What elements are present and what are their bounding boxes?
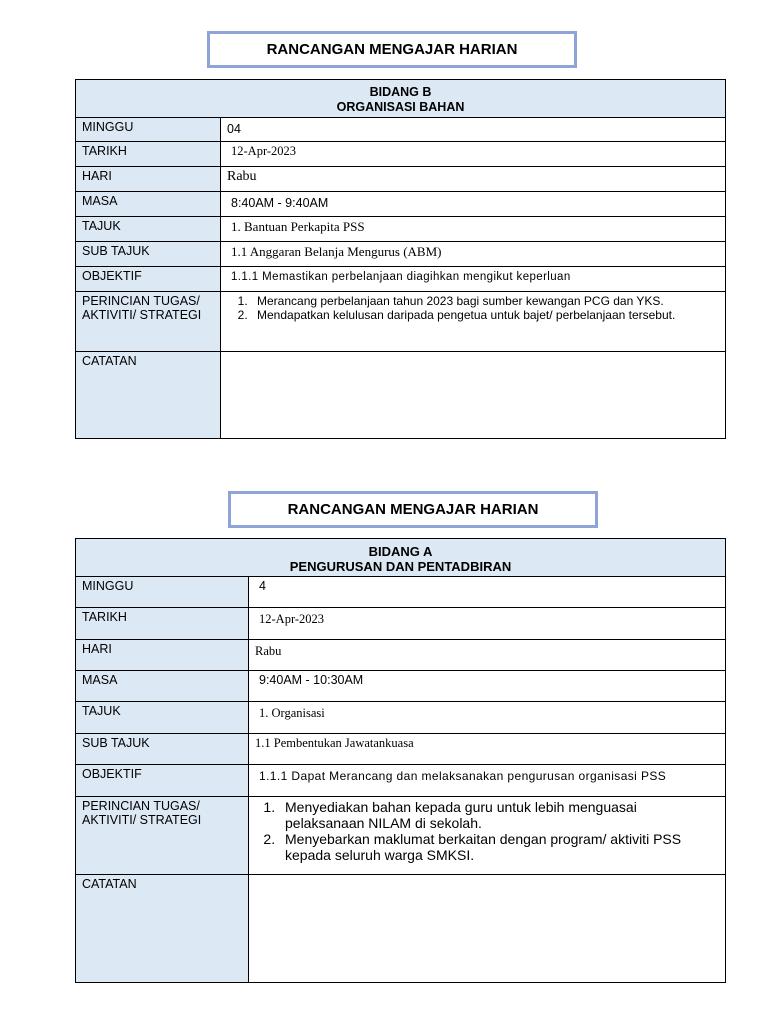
plan2-hari-value: Rabu <box>249 640 726 671</box>
plan1-perincian-label-line2: AKTIVITI/ STRATEGI <box>82 308 202 322</box>
plan1-objektif-value: 1.1.1 Memastikan perbelanjaan diagihkan mengikut keperluan <box>221 267 726 292</box>
plan2-tajuk-value: 1. Organisasi <box>249 702 726 734</box>
plan2-bidang: BIDANG A <box>368 543 433 559</box>
plan1-masa-label: MASA <box>76 192 221 217</box>
plan1-tajuk-value: 1. Bantuan Perkapita PSS <box>221 217 726 242</box>
plan1-task-item: 2. Mendapatkan kelulusan daripada pengetua untuk bajet/ perbelanjaan tersebut. <box>251 308 719 322</box>
plan1-subtajuk-label: SUB TAJUK <box>76 242 221 267</box>
plan1-task-item: 1. Merancang perbelanjaan tahun 2023 bagi sumber kewangan PCG dan YKS. <box>251 294 719 308</box>
plan1-perincian-list <box>221 292 726 352</box>
plan2-subtajuk-value: 1.1 Pembentukan Jawatankuasa <box>249 734 726 765</box>
plan2-bidang-name: PENGURUSAN DAN PENTADBIRAN <box>289 558 512 574</box>
plan2-hari-label: HARI <box>76 640 249 671</box>
plan2-objektif-label: OBJEKTIF <box>76 765 249 797</box>
plan2-catatan-label: CATATAN <box>76 875 249 983</box>
plan1-minggu-value: 04 <box>221 118 726 142</box>
plan1-hari-value: Rabu <box>221 167 726 192</box>
plan2-minggu-value: 4 <box>249 577 726 608</box>
plan1-minggu-label: MINGGU <box>76 118 221 142</box>
plan1-masa-value: 8:40AM - 9:40AM <box>221 192 726 217</box>
plan2-objektif-value: 1.1.1 Dapat Merancang dan melaksanakan pengurusan organisasi PSS <box>249 765 726 797</box>
plan1-objektif-label: OBJEKTIF <box>76 267 221 292</box>
plan2-masa-label: MASA <box>76 671 249 702</box>
plan1-tajuk-label: TAJUK <box>76 217 221 242</box>
plan1-perincian-label <box>76 292 221 352</box>
plan1-subtajuk-value: 1.1 Anggaran Belanja Mengurus (ABM) <box>221 242 726 267</box>
plan1-bidang-name: ORGANISASI BAHAN <box>336 99 465 114</box>
plan1-tarikh-label: TARIKH <box>76 142 221 167</box>
plan2-perincian-label-line1: PERINCIAN TUGAS/ <box>82 799 200 813</box>
plan1-tarikh-value: 12-Apr-2023 <box>221 142 726 167</box>
plan2-task-item: 2. Menyebarkan maklumat berkaitan dengan program/ aktiviti PSS kepada seluruh warga SMKSI. <box>279 831 719 863</box>
plan2-tajuk-label: TAJUK <box>76 702 249 734</box>
plan2-perincian-label <box>76 797 249 875</box>
plan2-table <box>75 538 726 983</box>
plan1-hari-label: HARI <box>76 167 221 192</box>
plan2-tarikh-value: 12-Apr-2023 <box>249 608 726 640</box>
plan2-perincian-label-line2: AKTIVITI/ STRATEGI <box>82 813 202 827</box>
plan1-table <box>75 79 726 439</box>
plan1-catatan-value <box>221 352 726 439</box>
plan2-perincian-list <box>249 797 726 875</box>
plan2-minggu-label: MINGGU <box>76 577 249 608</box>
plan1-bidang: BIDANG B <box>369 84 432 99</box>
plan1-catatan-label: CATATAN <box>76 352 221 439</box>
plan2-catatan-value <box>249 875 726 983</box>
plan2-bidang-header <box>76 539 726 577</box>
plan2-title: RANCANGAN MENGAJAR HARIAN <box>228 491 598 528</box>
plan1-title: RANCANGAN MENGAJAR HARIAN <box>207 31 577 68</box>
plan1-perincian-label-line1: PERINCIAN TUGAS/ <box>82 294 200 308</box>
plan2-task-item: 1. Menyediakan bahan kepada guru untuk lebih menguasai pelaksanaan NILAM di sekolah. <box>279 799 719 831</box>
plan1-bidang-header <box>76 80 726 118</box>
plan2-subtajuk-label: SUB TAJUK <box>76 734 249 765</box>
plan2-masa-value: 9:40AM - 10:30AM <box>249 671 726 702</box>
plan2-tarikh-label: TARIKH <box>76 608 249 640</box>
